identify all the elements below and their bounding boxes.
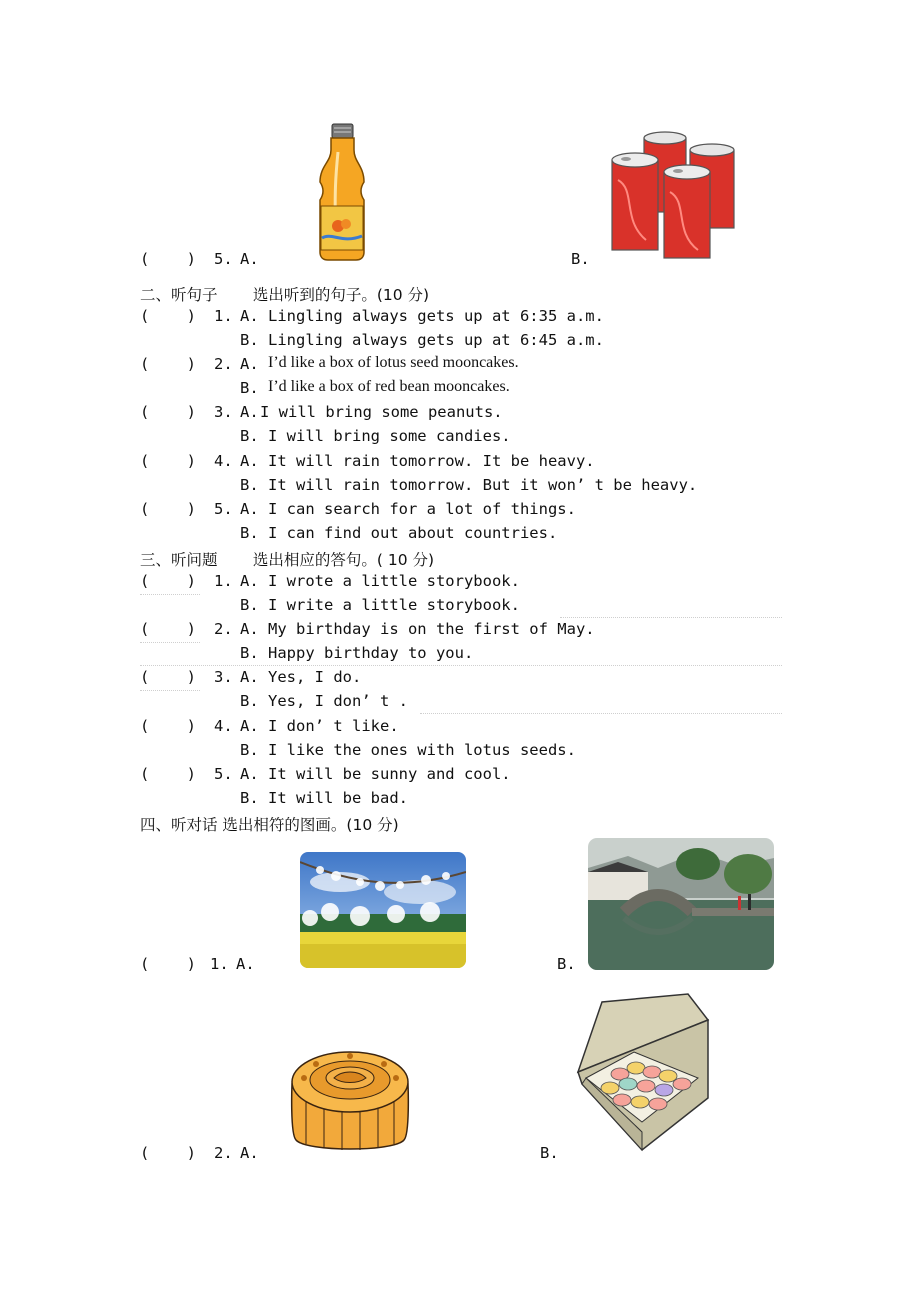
option-b-label: B. <box>540 1144 559 1162</box>
option-b-label: B. <box>240 789 259 807</box>
option-b-text: I will bring some candies. <box>268 427 511 445</box>
option-a-label: A. <box>240 307 259 325</box>
option-a-label: A. <box>240 452 259 470</box>
option-b-label: B. <box>240 524 259 542</box>
answer-paren[interactable]: ( ) <box>140 668 196 686</box>
option-a-label: A. <box>240 668 259 686</box>
option-b-label: B. <box>240 692 259 710</box>
question-number: 1. <box>210 955 229 973</box>
option-a-label: A. <box>240 1144 259 1162</box>
item-number: 5. <box>214 250 233 268</box>
option-a-text: Yes, I do. <box>268 668 362 686</box>
option-a-label: A. <box>240 250 259 268</box>
spring-blossom-photo <box>300 852 466 968</box>
option-b-text: It will rain tomorrow. But it won’ t be heavy. <box>268 476 698 494</box>
question-number: 1. <box>214 307 233 325</box>
option-b-label: B. <box>240 741 259 759</box>
answer-paren[interactable]: ( ) <box>140 1144 196 1162</box>
question-number: 4. <box>214 452 233 470</box>
option-a-label: A. <box>240 765 259 783</box>
answer-paren[interactable]: ( ) <box>140 620 196 638</box>
question-number: 5. <box>214 765 233 783</box>
section-2-heading <box>140 283 429 305</box>
stone-bridge-photo <box>588 838 774 970</box>
question-number: 2. <box>214 1144 233 1162</box>
option-b-label: B. <box>240 427 259 445</box>
answer-paren[interactable]: ( ) <box>140 572 196 590</box>
question-number: 3. <box>214 403 233 421</box>
section-3-heading <box>140 548 434 570</box>
option-a-label: A. <box>240 500 259 518</box>
question-number: 5. <box>214 500 233 518</box>
option-a-text: Lingling always gets up at 6:35 a.m. <box>268 307 604 325</box>
answer-paren[interactable]: ( ) <box>140 452 196 470</box>
soda-cans-image <box>606 130 738 262</box>
question-number: 1. <box>214 572 233 590</box>
option-b-text: It will be bad. <box>268 789 408 807</box>
option-a-label: A. <box>240 717 259 735</box>
option-b-text: Yes, I don’ t . <box>268 692 408 710</box>
option-b-label: B. <box>240 476 259 494</box>
option-a-text: I will bring some peanuts. <box>260 403 503 421</box>
option-a-label: A. <box>236 955 255 973</box>
option-b-label: B. <box>557 955 576 973</box>
mooncake-box-image <box>574 992 712 1154</box>
question-number: 4. <box>214 717 233 735</box>
question-number: 3. <box>214 668 233 686</box>
section-4-title: 四、听对话 选出相符的图画。(10 分) <box>140 816 399 834</box>
option-b-label: B. <box>571 250 590 268</box>
option-a-text: It will rain tomorrow. It be heavy. <box>268 452 595 470</box>
option-b-label: B. <box>240 644 259 662</box>
section-3-title: 三、听问题 <box>140 551 218 569</box>
option-b-text: I can find out about countries. <box>268 524 558 542</box>
option-a-text: I can search for a lot of things. <box>268 500 576 518</box>
divider <box>140 594 200 595</box>
option-b-label: B. <box>240 379 259 397</box>
option-b-text: Lingling always gets up at 6:45 a.m. <box>268 331 604 349</box>
divider <box>560 617 782 618</box>
option-b-text: Happy birthday to you. <box>268 644 474 662</box>
answer-paren[interactable]: ( ) <box>140 717 196 735</box>
option-b-text: I write a little storybook. <box>268 596 520 614</box>
section-4-heading <box>140 813 399 835</box>
mooncake-image <box>286 1044 414 1156</box>
orange-juice-bottle-image <box>312 122 372 262</box>
question-number: 2. <box>214 620 233 638</box>
option-b-label: B. <box>240 596 259 614</box>
option-b-text: I’d like a box of red bean mooncakes. <box>268 378 510 395</box>
section-3-instruction: 选出相应的答句。( 10 分) <box>252 551 435 569</box>
option-a-text: It will be sunny and cool. <box>268 765 511 783</box>
answer-paren[interactable]: ( ) <box>140 307 196 325</box>
option-b-text: I like the ones with lotus seeds. <box>268 741 576 759</box>
answer-paren[interactable]: ( ) <box>140 355 196 373</box>
answer-paren[interactable]: ( ) <box>140 765 196 783</box>
option-b-label: B. <box>240 331 259 349</box>
answer-paren[interactable]: ( ) <box>140 250 196 268</box>
answer-paren[interactable]: ( ) <box>140 955 196 973</box>
option-a-label: A. <box>240 355 259 373</box>
option-a-text: I wrote a little storybook. <box>268 572 520 590</box>
option-a-label: A. <box>240 403 259 421</box>
option-a-text: My birthday is on the first of May. <box>268 620 595 638</box>
option-a-text: I’d like a box of lotus seed mooncakes. <box>268 354 519 371</box>
section-2-title: 二、听句子 <box>140 286 218 304</box>
divider <box>140 665 782 666</box>
section-2-instruction: 选出听到的句子。(10 分) <box>252 286 430 304</box>
answer-paren[interactable]: ( ) <box>140 403 196 421</box>
divider <box>140 690 200 691</box>
divider <box>420 713 782 714</box>
answer-paren[interactable]: ( ) <box>140 500 196 518</box>
option-a-text: I don’ t like. <box>268 717 399 735</box>
question-number: 2. <box>214 355 233 373</box>
divider <box>140 642 200 643</box>
option-a-label: A. <box>240 620 259 638</box>
option-a-label: A. <box>240 572 259 590</box>
